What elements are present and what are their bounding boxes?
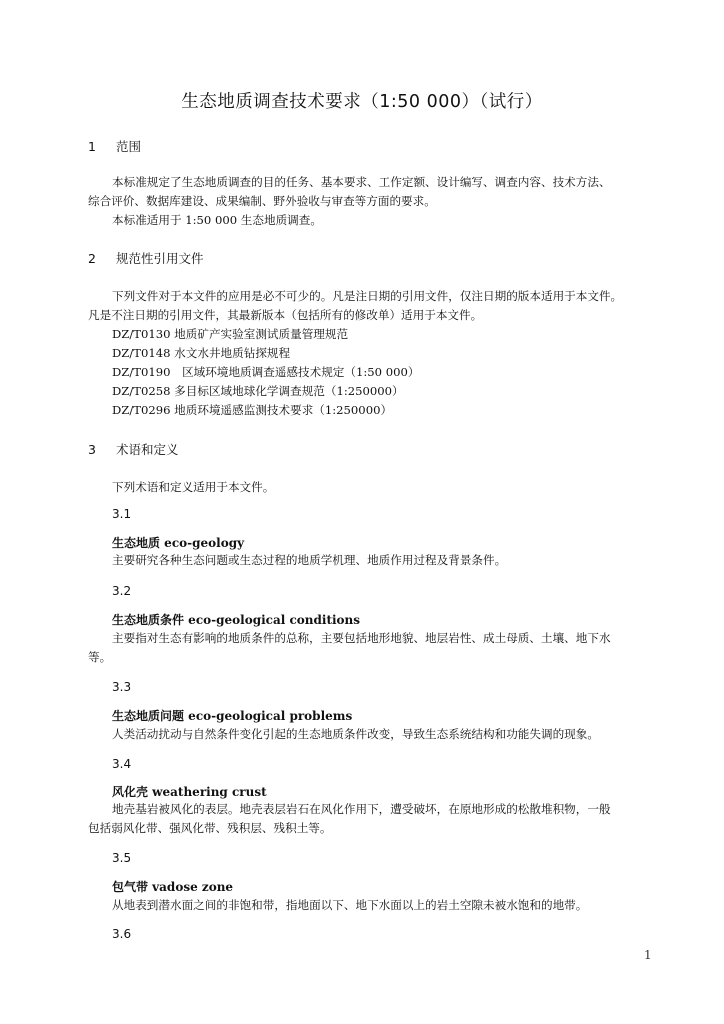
section-title: 术语和定义: [115, 442, 179, 457]
subsection-number: 3.3: [112, 680, 132, 694]
section-number: 2: [88, 251, 96, 266]
reference-item: DZ/T0258 多目标区域地球化学调查规范（1:250000）: [112, 384, 404, 398]
term-definition: 从地表到潜水面之间的非饱和带，指地面以下、地下水面以上的岩土空隙未被水饱和的地带。: [112, 898, 588, 912]
paragraph-line: 本标准规定了生态地质调查的目的任务、基本要求、工作定额、设计编写、调查内容、技术方法、: [112, 175, 611, 189]
paragraph-line: 下列文件对于本文件的应用是必不可少的。凡是注日期的引用文件，仅注日期的版本适用于本文件。: [112, 289, 623, 303]
subsection-number: 3.4: [112, 757, 132, 771]
section-title: 规范性引用文件: [115, 251, 204, 266]
paragraph-line: 综合评价、数据库建设、成果编制、野外验收与审查等方面的要求。: [88, 194, 436, 208]
subsection-number: 3.1: [112, 507, 132, 521]
term-heading: 生态地质问题 eco-geological problems: [112, 709, 353, 723]
section-title: 范围: [115, 139, 141, 154]
term-heading: 风化壳 weathering crust: [112, 785, 267, 799]
paragraph-line: 下列术语和定义适用于本文件。: [112, 480, 275, 494]
section-heading-1: [88, 137, 141, 155]
reference-item: DZ/T0148 水文水井地质钻探规程: [112, 346, 291, 360]
reference-item: DZ/T0130 地质矿产实验室测试质量管理规范: [112, 327, 349, 341]
term-heading: 生态地质条件 eco-geological conditions: [112, 613, 361, 627]
term-definition: 主要指对生态有影响的地质条件的总称，主要包括地形地貌、地层岩性、成土母质、土壤、地下水: [112, 631, 611, 645]
term-heading: 生态地质 eco-geology: [112, 536, 245, 550]
term-heading: 包气带 vadose zone: [112, 880, 234, 894]
term-definition: 地壳基岩被风化的表层。地壳表层岩石在风化作用下，遭受破坏，在原地形成的松散堆积物，一般: [112, 802, 611, 816]
subsection-number: 3.6: [112, 927, 132, 941]
page-number: 1: [644, 948, 652, 962]
section-heading-2: [88, 249, 204, 267]
paragraph-line: 本标准适用于 1:50 000 生态地质调查。: [112, 213, 322, 227]
section-number: 1: [88, 139, 96, 154]
term-definition: 包括弱风化带、强风化带、残积层、残积土等。: [88, 821, 332, 835]
reference-item: DZ/T0190 区域环境地质调查遥感技术规定（1:50 000）: [112, 365, 420, 379]
document-title: 生态地质调查技术要求（1:50 000）（试行）: [181, 92, 543, 112]
subsection-number: 3.2: [112, 584, 132, 598]
reference-item: DZ/T0296 地质环境遥感监测技术要求（1:250000）: [112, 403, 393, 417]
section-heading-3: [88, 440, 179, 458]
section-number: 3: [88, 442, 96, 457]
subsection-number: 3.5: [112, 851, 132, 865]
term-definition: 主要研究各种生态问题或生态过程的地质学机理、地质作用过程及背景条件。: [112, 553, 507, 567]
term-definition: 人类活动扰动与自然条件变化引起的生态地质条件改变，导致生态系统结构和功能失调的现象。: [112, 727, 599, 741]
term-definition: 等。: [88, 650, 112, 664]
paragraph-line: 凡是不注日期的引用文件，其最新版本（包括所有的修改单）适用于本文件。: [88, 308, 483, 322]
